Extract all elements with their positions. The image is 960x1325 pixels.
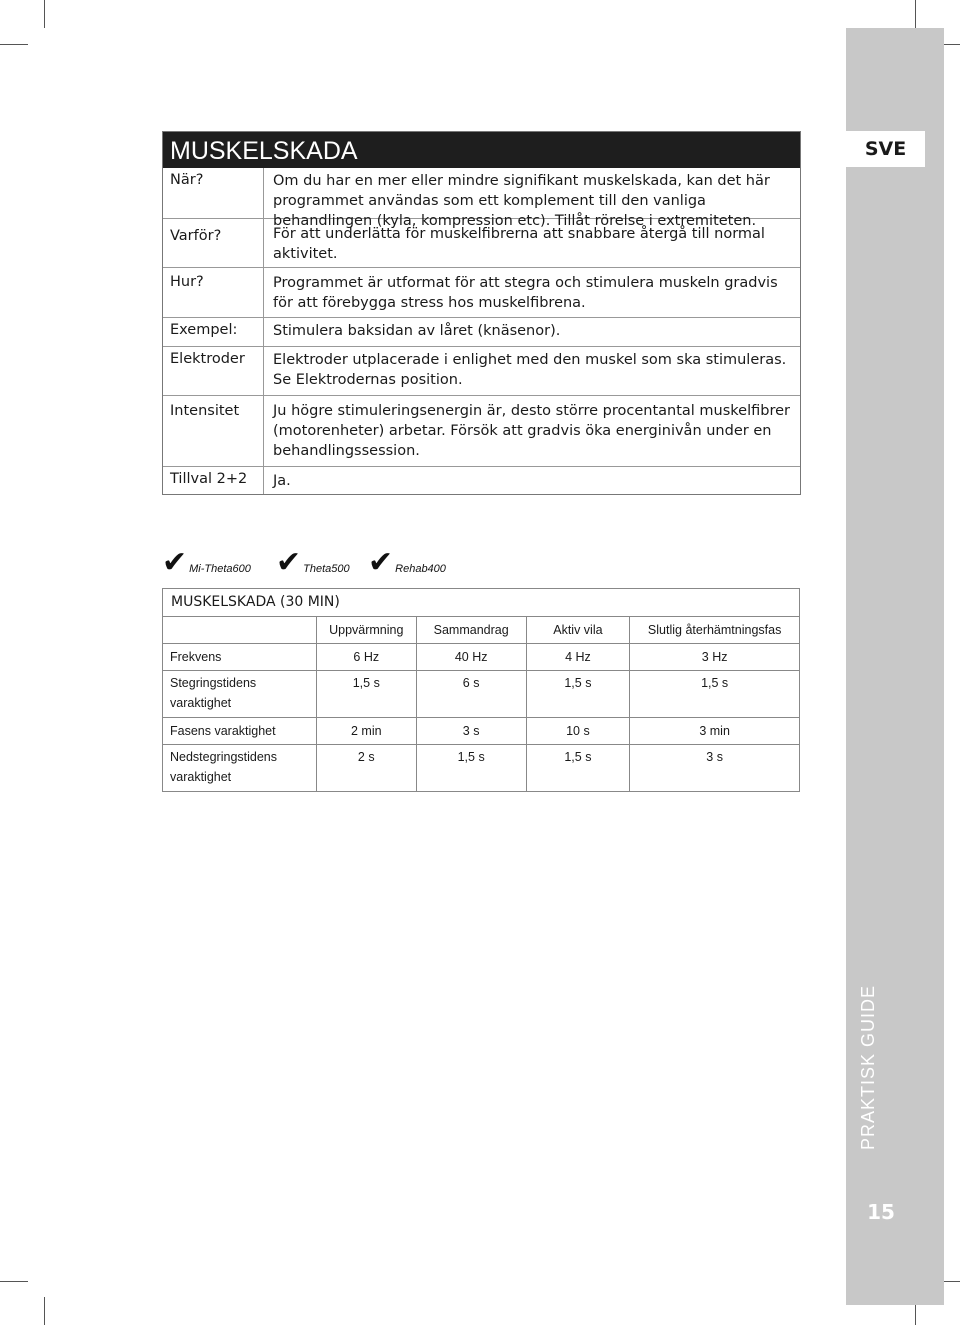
value-cell: 1,5 s <box>526 671 630 718</box>
checkmark-icon: ✔ <box>276 545 302 580</box>
value-cell: 6 Hz <box>316 644 416 671</box>
checkmark-icon: ✔ <box>162 545 188 580</box>
row-text: Elektroder utplacerade i enlighet med den muskel som ska stimuleras. Se Elektrodernas position. <box>273 352 787 388</box>
row-label: Tillval 2+2 <box>163 467 264 494</box>
value-cell: 40 Hz <box>416 644 526 671</box>
table-row <box>163 644 800 671</box>
value-cell: 6 s <box>416 671 526 718</box>
device-name: Theta500 <box>303 563 350 575</box>
table-title: MUSKELSKADA (30 MIN) <box>163 589 800 617</box>
crop-mark <box>915 0 916 28</box>
device-item <box>162 545 251 580</box>
value-cell: 3 s <box>416 718 526 745</box>
header-cell <box>163 617 317 644</box>
value-cell: 3 s <box>630 745 800 792</box>
value-cell: 2 s <box>316 745 416 792</box>
row-label: Elektroder <box>163 347 264 395</box>
row-label: Frekvens <box>163 644 317 671</box>
info-row-why <box>163 218 800 267</box>
table-row <box>163 718 800 745</box>
row-label: Fasens varaktighet <box>163 718 317 745</box>
info-row-when <box>163 168 800 229</box>
row-label: Hur? <box>163 268 264 317</box>
value-cell: 4 Hz <box>526 644 630 671</box>
table-row <box>163 745 800 792</box>
row-label: Intensitet <box>163 396 264 466</box>
table-header-row <box>163 617 800 644</box>
program-title: MUSKELSKADA <box>163 132 800 168</box>
value-cell: 1,5 s <box>416 745 526 792</box>
header-cell: Slutlig återhämtningsfas <box>630 617 800 644</box>
row-label <box>163 671 317 718</box>
crop-mark <box>0 44 28 45</box>
value-cell: 1,5 s <box>316 671 416 718</box>
row-label-line: varaktighet <box>170 770 232 784</box>
header-cell: Uppvärmning <box>316 617 416 644</box>
row-text: Ju högre stimuleringsenergin är, desto större procentantal muskelfibrer (motorenheter) arbetar. Försök att gradvis öka energinivån under en behandlingssession. <box>273 403 790 459</box>
value-cell: 3 Hz <box>630 644 800 671</box>
value-cell: 10 s <box>526 718 630 745</box>
section-title-vertical: PRAKTISK GUIDE <box>858 984 878 1150</box>
row-label <box>163 745 317 792</box>
row-label: När? <box>163 168 264 218</box>
row-label: Exempel: <box>163 318 264 346</box>
header-cell: Aktiv vila <box>526 617 630 644</box>
device-item <box>276 545 350 580</box>
info-row-option <box>163 466 800 494</box>
value-cell: 1,5 s <box>630 671 800 718</box>
row-label: Varför? <box>163 219 264 267</box>
row-text: För att underlätta för muskelfibrerna att snabbare återgå till normal aktivitet. <box>273 226 765 262</box>
value-cell: 2 min <box>316 718 416 745</box>
checkmark-icon: ✔ <box>368 545 394 580</box>
row-text: Programmet är utformat för att stegra och stimulera muskeln gradvis för att förebygga stress hos muskelfibrena. <box>273 275 778 311</box>
device-name: Rehab400 <box>395 563 446 575</box>
crop-mark <box>44 1297 45 1325</box>
row-label-line: Nedstegringstidens <box>170 750 278 764</box>
crop-mark <box>0 1281 28 1282</box>
program-info-table <box>162 131 801 495</box>
info-row-example <box>163 317 800 346</box>
device-name: Mi-Theta600 <box>189 563 251 575</box>
page-number: 15 <box>867 1200 895 1224</box>
value-cell: 1,5 s <box>526 745 630 792</box>
program-parameters-table <box>162 588 800 792</box>
value-cell: 3 min <box>630 718 800 745</box>
row-text: Ja. <box>273 473 291 489</box>
info-row-electrodes <box>163 346 800 395</box>
crop-mark <box>44 0 45 28</box>
row-label-line: varaktighet <box>170 696 232 710</box>
header-cell: Sammandrag <box>416 617 526 644</box>
info-row-intensity <box>163 395 800 466</box>
compatible-devices <box>162 545 482 580</box>
device-item <box>368 545 446 580</box>
info-row-how <box>163 267 800 317</box>
table-row <box>163 671 800 718</box>
language-tab: SVE <box>846 131 925 167</box>
row-text: Stimulera baksidan av låret (knäsenor). <box>273 323 561 339</box>
row-text: Om du har en mer eller mindre signifikant muskelskada, kan det här programmet användas som ett komplement till den vanliga behandlingen (kyla, kompression etc). Tillåt rörelse i extremiteten. <box>273 173 770 229</box>
row-label-line: Stegringstidens <box>170 676 257 690</box>
